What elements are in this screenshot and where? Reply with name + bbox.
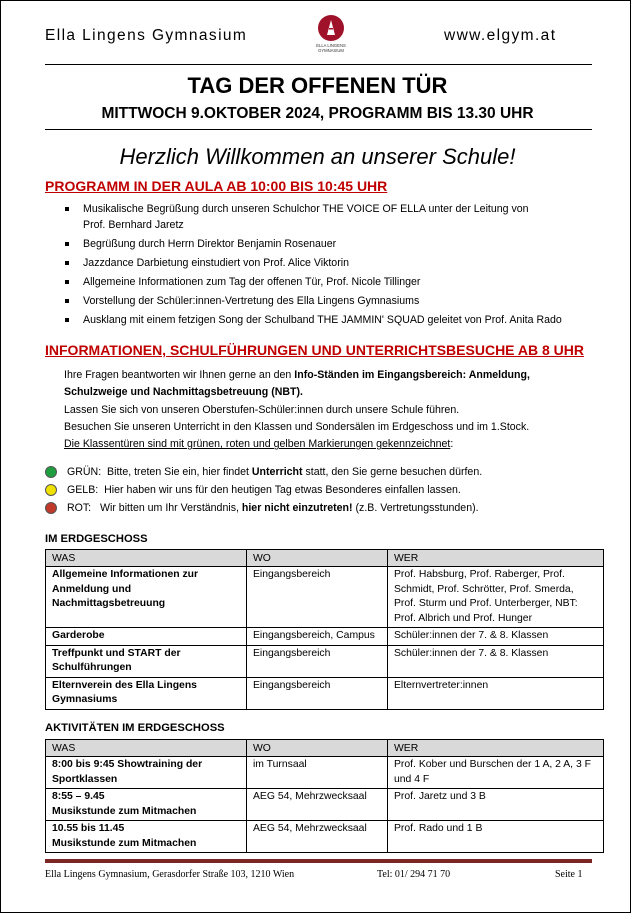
table-row (46, 789, 604, 821)
table-cell: 10.55 bis 11.45 Musikstunde zum Mitmachen (46, 821, 247, 853)
footer-phone: Tel: 01/ 294 71 70 (377, 869, 451, 880)
table-row (46, 567, 604, 628)
table-cell: im Turnsaal (247, 757, 388, 789)
table-cell: Eingangsbereich (247, 677, 388, 709)
header-website[interactable]: www.elgym.at (444, 27, 557, 44)
list-item: Musikalische Begrüßung durch unseren Schulchor THE VOICE OF ELLA unter der Leitung von Prof. Bernhard Jaretz (61, 201, 601, 233)
table-cell: Elternverein des Ella Lingens Gymnasiums (46, 677, 247, 709)
table-row (46, 757, 604, 789)
table-cell: Prof. Rado und 1 B (388, 821, 604, 853)
table-cell: AEG 54, Mehrzwecksaal (247, 821, 388, 853)
aula-program-list (61, 201, 601, 331)
table-cell: Prof. Habsburg, Prof. Raberger, Prof. Schmidt, Prof. Schrötter, Prof. Smerda, Prof. Sturm und Prof. Unterberger, NBT: Prof. Albrich und Prof. Hunger (388, 567, 604, 628)
header-cell: WAS (46, 740, 247, 757)
footer-address: Ella Lingens Gymnasium, Gerasdorfer Straße 103, 1210 Wien (45, 869, 295, 880)
list-item: Jazzdance Darbietung einstudiert von Prof. Alice Viktorin (61, 255, 601, 271)
list-item: Begrüßung durch Herrn Direktor Benjamin Rosenauer (61, 236, 601, 252)
table-cell: Eingangsbereich (247, 567, 388, 628)
aula-heading: PROGRAMM IN DER AULA AB 10:00 BIS 10:45 UHR (45, 178, 388, 194)
table-row (46, 677, 604, 709)
list-item: Ausklang mit einem fetzigen Song der Schulband THE JAMMIN' SQUAD geleitet von Prof. Anita Rado (61, 312, 601, 328)
footer-divider (45, 859, 592, 863)
table2-caption: AKTIVITÄTEN IM ERDGESCHOSS (45, 722, 225, 734)
footer-page-number: Seite 1 (555, 869, 583, 880)
logo-emblem-icon (318, 15, 344, 41)
red-dot-icon (45, 502, 57, 514)
title-divider (45, 129, 592, 130)
table-cell: 8:00 bis 9:45 Showtraining der Sportklassen (46, 757, 247, 789)
table1-caption: IM ERDGESCHOSS (45, 533, 148, 545)
page-subtitle: MITTWOCH 9.OKTOBER 2024, PROGRAMM BIS 13.30 UHR (101, 105, 534, 122)
green-dot-icon (45, 466, 57, 478)
header-school-name: Ella Lingens Gymnasium (45, 27, 248, 44)
table-header-row (46, 550, 604, 567)
page-title: TAG DER OFFENEN TÜR (187, 73, 448, 98)
yellow-dot-icon (45, 484, 57, 496)
list-item: Vorstellung der Schüler:innen-Vertretung des Ella Lingens Gymnasiums (61, 293, 601, 309)
table-cell: Prof. Jaretz und 3 B (388, 789, 604, 821)
table-cell: Garderobe (46, 628, 247, 646)
table-cell: Prof. Kober und Burschen der 1 A, 2 A, 3 F und 4 F (388, 757, 604, 789)
header-cell: WAS (46, 550, 247, 567)
table-cell: Schüler:innen der 7. & 8. Klassen (388, 645, 604, 677)
document-page: Ella Lingens Gymnasium ELLA LINGENS GYMNASIUM www.elgym.at TAG DER OFFENEN TÜR MITTWOCH 9.OKTOBER 2024, PROGRAMM BIS 13.30 UHR Herzlich Willkommen an unserer Schule! PROGRAMM IN DER AULA AB 10:00 BIS 10:45 UHR Musikalische Begrüßung durch unseren Schulchor THE VOICE OF ELLA unter der Leitung von Prof. Bernhard Jaretz Begrüßung durch Herrn Direktor Benjamin Rosenauer Jazzdance Darbietung einstudiert von Prof. Alice Viktorin Allgemeine Informationen zum Tag der offenen Tür, Prof. Nicole Tillinger Vorstellung der Schüler:innen-Vertretung des Ella Lingens Gymnasiums Ausklang mit einem fetzigen Song der Schulband THE JAMMIN' SQUAD geleitet von Prof. Anita Rado INFORMATIONEN, SCHULFÜHRUNGEN UND UNTERRICHTSBESUCHE AB 8 UHR Ihre Fragen beantworten wir Ihnen gerne an den Info-Ständen im Eingangsbereich: Anmeldung, Schulzweige und Nachmittagsbetreuung (NBT). Lassen Sie sich von unseren Oberstufen-Schüler:innen durch unsere Schule führen. Besuchen Sie unseren Unterricht in den Klassen und Sondersälen im Erdgeschoss und im 1.Stock. Die Klassentüren sind mit grünen, roten und gelben Markierungen gekennzeichnet: GRÜN: Bitte, treten Sie ein, hier findet Unterricht statt, den Sie gerne besuchen dürfen. GELB: Hier haben wir uns für den heutigen Tag etwas Besonderes einfallen lassen. ROT: Wir bitten um Ihr Verständnis, hier nicht einzutreten! (z.B. Vertretungsstunden). IM ERDGESCHOSS WAS WO WER Allgemeine Informationen zur Anmeldung und Nachmittagsbetreuung Eingangsbereich Prof. Habsburg, Prof. Raberger, Prof. Schmidt, Prof. Schrötter, Prof. Smerda, Prof. Sturm und Prof. Unterberger, NBT: Prof. Albrich und Prof. Hunger Garderobe Eingangsbereich, Campus Schüler:innen der 7. & 8. Klassen Treffpunkt und START der Schulführungen Eingangsbereich Schüler:innen der 7. & 8. Klassen Elternverein des Ella Lingens Gymnasiums Eingangsbereich Elternvertreter:innen AKTIVITÄTEN IM ERDGESCHOSS WAS WO WER 8:00 bis 9:45 Showtraining der Sportklassen im Turnsaal Prof. Kober und Burschen der 1 A, 2 A, 3 F und 4 F 8:55 – 9.45 Musikstunde zum Mitmachen AEG 54, Mehrzwecksaal Prof. Jaretz und 3 B 10.55 bis 11.45 Musikstunde zum Mitmachen AEG 54, Mehrzwecksaal Prof. Rado und 1 B Ella Lingens Gymnasium, Gerasdorfer Straße 103, 1210 Wien Tel: 01/ 294 71 70 Seite 1 (0, 0, 631, 913)
table-cell: Eingangsbereich (247, 645, 388, 677)
table-cell: Treffpunkt und START der Schulführungen (46, 645, 247, 677)
table-cell: Eingangsbereich, Campus (247, 628, 388, 646)
ground-floor-table (45, 549, 604, 710)
header-divider (45, 64, 592, 65)
header-cell: WER (388, 550, 604, 567)
school-logo (313, 15, 349, 55)
table-row (46, 645, 604, 677)
info-paragraph: Ihre Fragen beantworten wir Ihnen gerne an den Info-Ständen im Eingangsbereich: Anmeldung, Schulzweige und Nachmittagsbetreuung (NBT). Lassen Sie sich von unseren Oberstufen-Schüler:innen durch unsere Schule führen. Besuchen Sie unseren Unterricht in den Klassen und Sondersälen im Erdgeschoss und im 1.Stock. Die Klassentüren sind mit grünen, roten und gelben Markierungen gekennzeichnet: (64, 369, 530, 451)
header-cell: WER (388, 740, 604, 757)
table-cell: Allgemeine Informationen zur Anmeldung und Nachmittagsbetreuung (46, 567, 247, 628)
header-cell: WO (247, 740, 388, 757)
welcome-text: Herzlich Willkommen an unserer Schule! (119, 144, 516, 169)
info-heading: INFORMATIONEN, SCHULFÜHRUNGEN UND UNTERRICHTSBESUCHE AB 8 UHR (45, 342, 584, 358)
header-cell: WO (247, 550, 388, 567)
logo-caption: ELLA LINGENS GYMNASIUM (316, 43, 346, 53)
table-header-row (46, 740, 604, 757)
table-row (46, 821, 604, 853)
table-cell: AEG 54, Mehrzwecksaal (247, 789, 388, 821)
table-cell: 8:55 – 9.45 Musikstunde zum Mitmachen (46, 789, 247, 821)
table-row (46, 628, 604, 646)
list-item: Allgemeine Informationen zum Tag der offenen Tür, Prof. Nicole Tillinger (61, 274, 601, 290)
table-cell: Schüler:innen der 7. & 8. Klassen (388, 628, 604, 646)
table-cell: Elternvertreter:innen (388, 677, 604, 709)
activities-table (45, 739, 604, 853)
